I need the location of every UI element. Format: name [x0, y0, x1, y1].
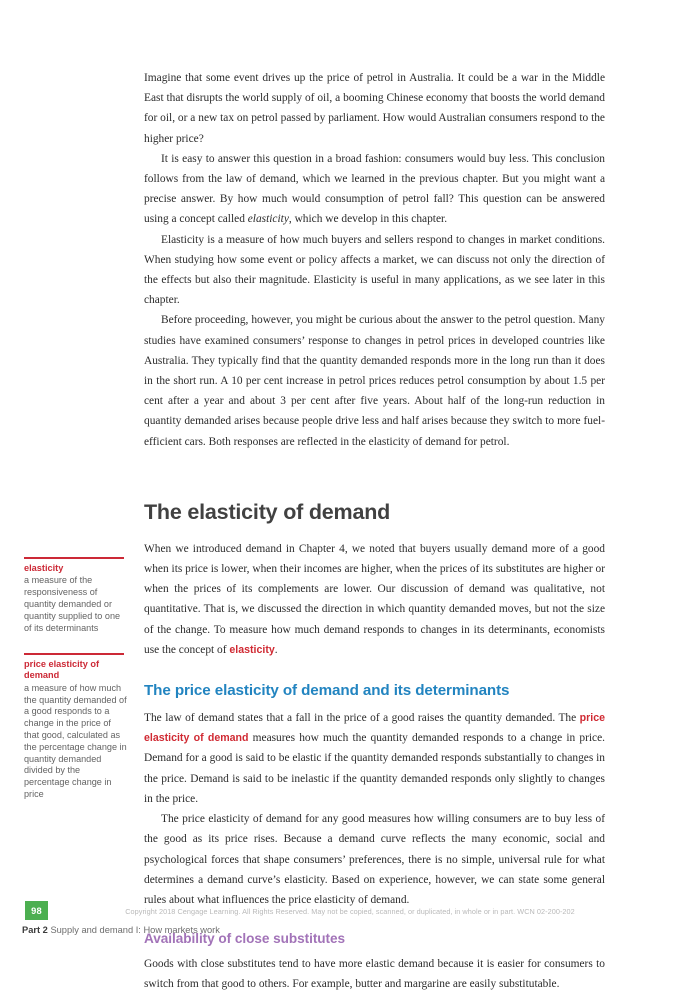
key-term-price-elasticity-of-demand: price elasticity of demand [144, 712, 605, 745]
section1-paragraph-1 [144, 539, 605, 660]
intro-paragraph-4: Before proceeding, however, you might be curious about the answer to the petrol question. Many studies have examined consumers’ response to changes in petrol prices in developed countries like Australia. They typically find that the quantity demanded responds more in the long run than it does in the short run. A 10 per cent increase in petrol prices reduces petrol consumption by about 1.5 per cent after a year and about 3 per cent after five years. About half of the long-run reduction in quantity demanded arises because people drive less and half arises because they switch to more fuel-efficient cars. Both responses are reflected in the elasticity of demand for petrol. [144, 314, 605, 448]
footer-part-line [22, 925, 220, 935]
intro-paragraph-1: Imagine that some event drives up the price of petrol in Australia. It could be a war in the Middle East that disrupts the world supply of oil, a booming Chinese economy that boosts the world demand for oil, or a new tax on petrol passed by parliament. How would Australian consumers respond to the higher price? [144, 72, 605, 145]
intro-paragraph-2 [144, 149, 605, 230]
key-term-elasticity: elasticity [229, 643, 275, 656]
glossary-entry-elasticity [24, 557, 127, 634]
paragraph-text-b: , which we develop in this chapter. [288, 213, 448, 226]
glossary-rule [24, 557, 124, 559]
section1-text-b: . [274, 643, 278, 656]
main-text-column [144, 68, 605, 995]
spacer-before-main-heading [144, 452, 605, 499]
section3-paragraph-1: Goods with close substitutes tend to have more elastic demand because it is easier for consumers to switch from that good to others. For example, butter and margarine are easily substitutable. [144, 958, 605, 991]
spacer-after-main-heading [144, 525, 605, 539]
section2-text-b: measures how much the quantity demanded responds to a change in price. Demand for a good is said to be elastic if the quantity demanded responds substantially to changes in the price. Demand is said to be inelastic if the quantity demanded responds only slightly to changes in the price. [144, 732, 605, 805]
page-number-badge: 98 [25, 901, 48, 920]
subsection-heading-price-elasticity: The price elasticity of demand and its determinants [144, 682, 510, 700]
section1-text-a: When we introduced demand in Chapter 4, we noted that buyers usually demand more of a good when its price is lower, when their incomes are higher, when the prices of its substitutes are higher or when the prices of its complements are lower. Our discussion of demand was qualitative, not quantitative. That is, we discussed the direction in which quantity demanded moves, but not the size of the change. To measure how much demand responds to changes in its determinants, economists use the concept of [144, 542, 605, 656]
intro-paragraph-3: Elasticity is a measure of how much buyers and sellers respond to changes in market conditions. When studying how some event or policy affects a market, we can discuss not only the direction of the effects but also their magnitude. Elasticity is useful in many applications, as we see later in this chapter. [144, 233, 605, 307]
main-section-heading: The elasticity of demand [144, 499, 391, 524]
subsubsection-heading-close-substitutes: Availability of close substitutes [144, 931, 346, 947]
footer-part-label: Part 2 [22, 925, 48, 935]
paragraph-text-a: It is easy to answer this question in a broad fashion: consumers would buy less. This conclusion follows from the law of demand, which we learned in the previous chapter. But you might want a precise answer. By how much would consumption of petrol fall? This question can be answered using a concept called [144, 152, 605, 226]
page-footer [0, 898, 700, 960]
italic-term-elasticity: elasticity [247, 213, 289, 226]
section2-text-a: The law of demand states that a fall in the price of a good raises the quantity demanded. The [144, 712, 580, 725]
footer-part-title: Supply and demand I: How markets work [50, 925, 220, 935]
spacer-after-blue-heading [144, 701, 605, 708]
glossary-entry-price-elasticity-of-demand [24, 653, 127, 801]
glossary-rule [24, 653, 124, 655]
glossary-term: elasticity [24, 563, 64, 573]
section2-paragraph-2: The price elasticity of demand for any good measures how willing consumers are to buy less of the good as its price rises. Because a demand curve reflects the many economic, social and psychological forces that shape consumers’ preferences, there is no simple, universal rule for what determines a demand curve’s elasticity. Based on experience, however, we can state some general rules about what influences the price elasticity of demand. [144, 813, 605, 906]
section2-paragraph-1 [144, 708, 605, 809]
spacer-before-blue-heading [144, 660, 605, 681]
glossary-definition: a measure of the responsiveness of quantity demanded or quantity supplied to one of its determinants [24, 575, 121, 633]
glossary-term: price elasticity of demand [24, 659, 100, 681]
glossary-definition: a measure of how much the quantity demanded of a good responds to a change in the price of that good, calculated as the percentage change in quantity demanded divided by the percentage change in price [24, 682, 127, 799]
copyright-notice: Copyright 2018 Cengage Learning. All Rights Reserved. May not be copied, scanned, or duplicated, in whole or in part. WCN 02-200-202 [125, 907, 575, 916]
